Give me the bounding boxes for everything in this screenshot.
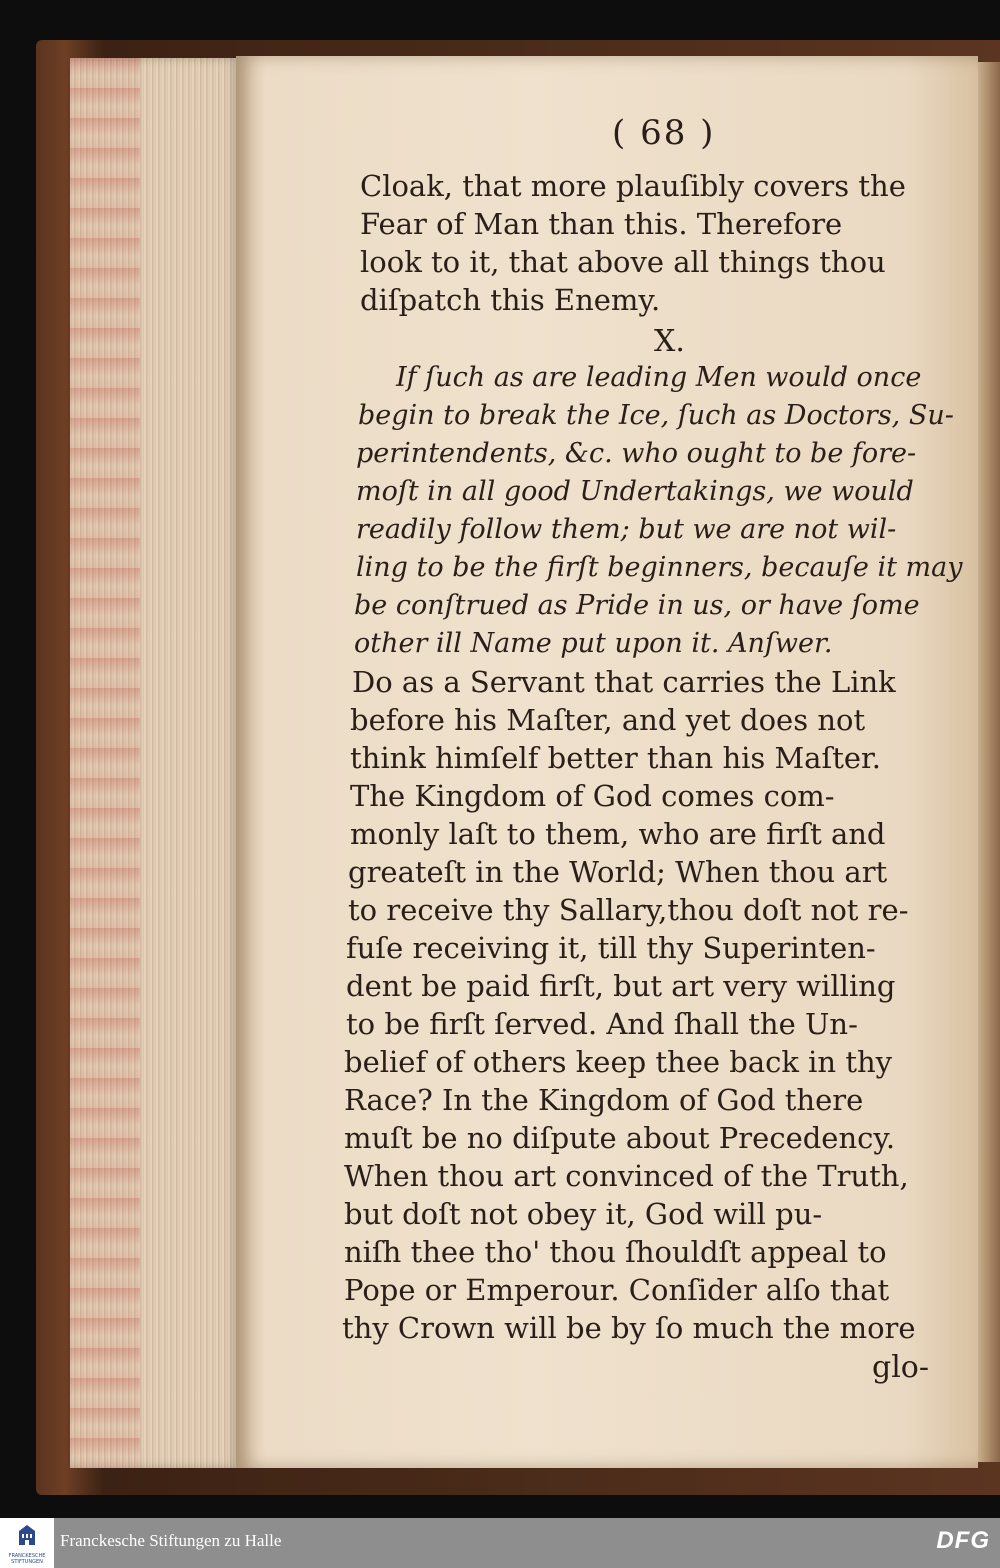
text-line: greateſt in the World; When thou art [348, 855, 888, 889]
text-line: Fear of Man than this. Therefore [360, 207, 843, 241]
institution-logo[interactable] [0, 1518, 54, 1568]
text-line: but doſt not obey it, God will pu- [344, 1197, 823, 1231]
page-number: ( 68 ) [612, 113, 716, 153]
text-line: look to it, that above all things thou [360, 245, 886, 279]
institution-name[interactable]: Franckesche Stiftungen zu Halle [60, 1531, 282, 1550]
text-line: niſh thee tho' thou ſhouldſt appeal to [344, 1235, 887, 1269]
text-line: to be firſt ſerved. And ſhall the Un- [346, 1007, 858, 1041]
footer-bar [0, 1518, 1000, 1568]
text-line: Do as a Servant that carries the Link [352, 665, 896, 699]
text-line-italic: ling to be the firſt beginners, becauſe it may [356, 552, 963, 583]
text-line: When thou art convinced of the Truth, [344, 1159, 909, 1193]
text-line: monly laſt to them, who are firſt and [350, 817, 886, 851]
dfg-logo[interactable]: DFG [936, 1527, 990, 1554]
text-line: think himſelf better than his Maſter. [350, 741, 881, 775]
text-line: thy Crown will be by ſo much the more [342, 1311, 916, 1345]
text-line: dent be paid firſt, but art very willing [346, 969, 896, 1003]
text-line-italic: moſt in all good Undertakings, we would [356, 476, 914, 507]
text-line-italic: readily follow them; but we are not wil- [356, 514, 897, 545]
catchword: glo- [872, 1350, 929, 1385]
text-line: Race? In the Kingdom of God there [344, 1083, 864, 1117]
red-edge-stain [70, 58, 140, 1468]
section-heading: X. [654, 324, 685, 359]
page-edges [70, 58, 240, 1468]
text-line: Pope or Emperour. Conſider alſo that [344, 1273, 890, 1307]
text-line-italic: be conſtrued as Pride in us, or have ſome [354, 590, 920, 621]
logo-text: FRANCKESCHE STIFTUNGEN [8, 1553, 46, 1565]
text-line: Cloak, that more plauſibly covers the [360, 169, 906, 203]
text-line-italic: If ſuch as are leading Men would once [396, 362, 922, 393]
text-line: diſpatch this Enemy. [360, 283, 661, 317]
building-icon [19, 1525, 35, 1545]
text-line: The Kingdom of God comes com- [350, 779, 835, 813]
text-line: to receive thy Sallary,thou doſt not re- [348, 893, 909, 927]
text-line-italic: other ill Name put upon it. Anſwer. [354, 628, 833, 659]
text-line-italic: begin to break the Ice, ſuch as Doctors, Su- [358, 400, 954, 431]
text-line-italic: perintendents, &c. who ought to be fore- [356, 438, 917, 469]
text-line: muſt be no diſpute about Precedency. [344, 1121, 896, 1155]
text-line: fuſe receiving it, till thy Superinten- [346, 931, 876, 965]
text-line: belief of others keep thee back in thy [344, 1045, 893, 1079]
text-line: before his Maſter, and yet does not [350, 703, 866, 737]
page-gutter-right [978, 62, 1000, 1462]
